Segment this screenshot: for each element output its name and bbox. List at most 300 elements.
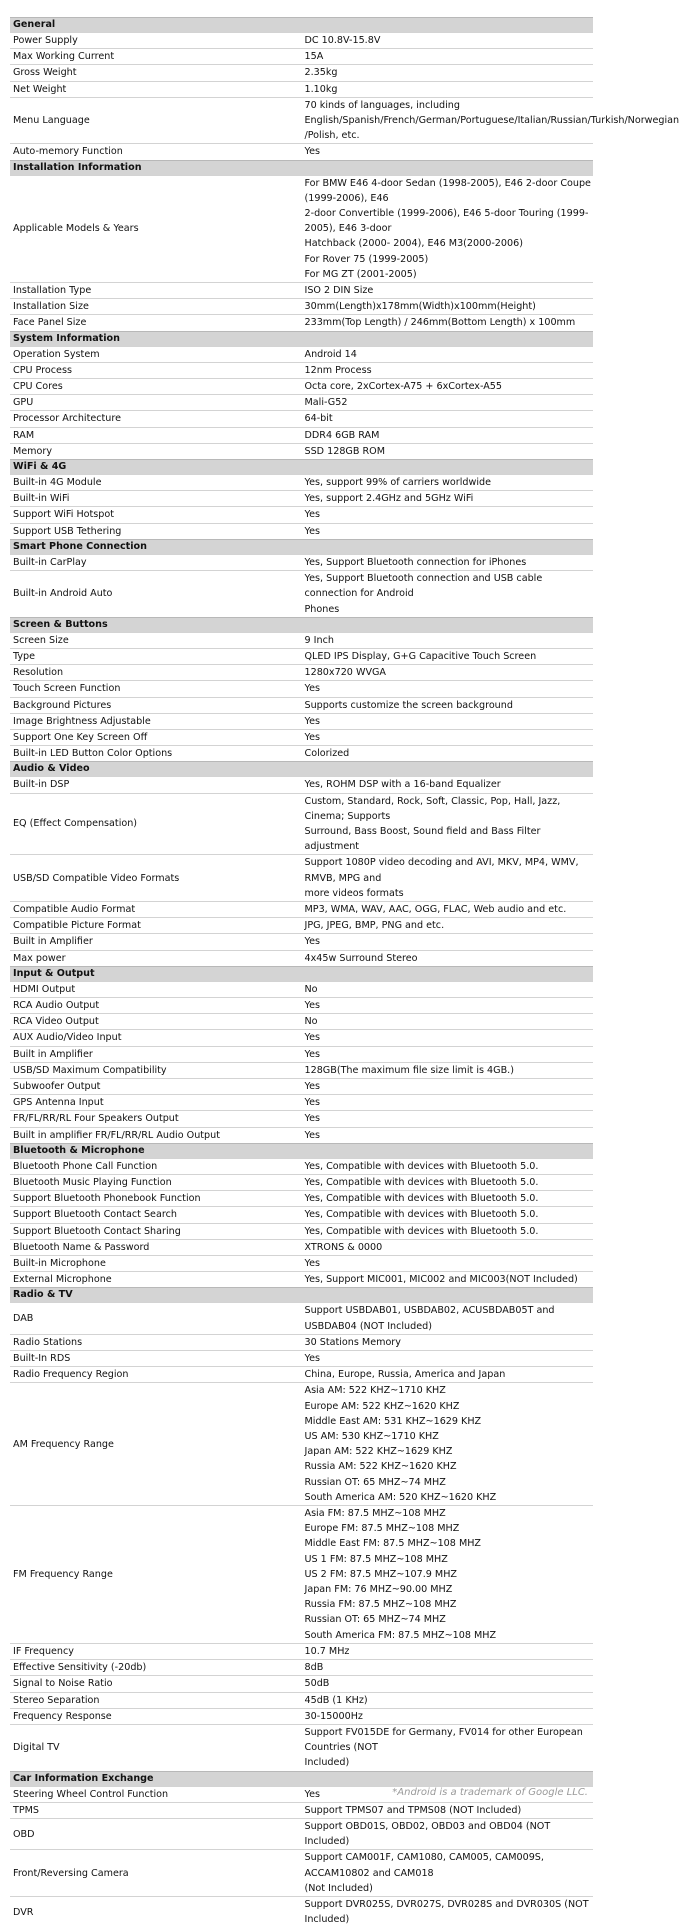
- spec-row: [10, 1676, 593, 1692]
- spec-row: [10, 395, 593, 411]
- spec-value: [302, 299, 594, 315]
- spec-value: [302, 1046, 594, 1062]
- spec-value-line: No: [305, 982, 594, 997]
- spec-row: [10, 1660, 593, 1676]
- spec-table: [10, 17, 593, 1927]
- spec-value: [302, 1239, 594, 1255]
- spec-label: Gross Weight: [10, 65, 302, 81]
- spec-value-line: Support FV015DE for Germany, FV014 for other European Countries (NOT: [305, 1725, 594, 1755]
- spec-value-line: Surround, Bass Boost, Sound field and Bass Filter adjustment: [305, 824, 594, 854]
- spec-value: [302, 1643, 594, 1659]
- spec-label: RCA Audio Output: [10, 997, 302, 1013]
- spec-value-line: Yes, Compatible with devices with Bluetooth 5.0.: [305, 1191, 594, 1206]
- spec-value-line: China, Europe, Russia, America and Japan: [305, 1367, 594, 1382]
- spec-value-line: 8dB: [305, 1660, 594, 1675]
- spec-row: [10, 144, 593, 160]
- spec-value: [302, 1014, 594, 1030]
- spec-value-line: (Not Included): [305, 1881, 594, 1896]
- spec-label: Max Working Current: [10, 49, 302, 65]
- spec-row: [10, 934, 593, 950]
- section-title: Input & Output: [10, 966, 593, 981]
- spec-value-line: Yes: [305, 1079, 594, 1094]
- spec-row: [10, 1334, 593, 1350]
- spec-row: [10, 713, 593, 729]
- spec-label: Background Pictures: [10, 697, 302, 713]
- spec-label: Built-in WiFi: [10, 491, 302, 507]
- section-title: Radio & TV: [10, 1288, 593, 1303]
- spec-value: [302, 379, 594, 395]
- spec-row: [10, 1818, 593, 1849]
- spec-row: [10, 1239, 593, 1255]
- section-header: [10, 1143, 593, 1158]
- spec-value-line: Yes: [305, 730, 594, 745]
- spec-value: [302, 1708, 594, 1724]
- spec-value-line: 9 Inch: [305, 633, 594, 648]
- spec-value-line: Middle East FM: 87.5 MHZ~108 MHZ: [305, 1536, 594, 1551]
- spec-value: [302, 1223, 594, 1239]
- spec-label: Image Brightness Adjustable: [10, 713, 302, 729]
- spec-row: [10, 299, 593, 315]
- spec-value-line: DC 10.8V-15.8V: [305, 33, 594, 48]
- spec-value: [302, 1095, 594, 1111]
- spec-value: [302, 632, 594, 648]
- spec-value-line: MP3, WMA, WAV, AAC, OGG, FLAC, Web audio and etc.: [305, 902, 594, 917]
- spec-value-line: 30 Stations Memory: [305, 1335, 594, 1350]
- spec-label: Support One Key Screen Off: [10, 729, 302, 745]
- spec-value-line: Yes, Support MIC001, MIC002 and MIC003(NOT Included): [305, 1272, 594, 1287]
- spec-value-line: 30mm(Length)x178mm(Width)x100mm(Height): [305, 299, 594, 314]
- spec-value-line: Yes, Compatible with devices with Bluetooth 5.0.: [305, 1159, 594, 1174]
- spec-row: [10, 571, 593, 618]
- spec-value: [302, 523, 594, 539]
- spec-label: Menu Language: [10, 97, 302, 144]
- section-title: Audio & Video: [10, 762, 593, 777]
- spec-row: [10, 523, 593, 539]
- spec-value: [302, 1078, 594, 1094]
- spec-value-line: 12nm Process: [305, 363, 594, 378]
- spec-row: [10, 362, 593, 378]
- spec-row: [10, 1850, 593, 1897]
- spec-value: [302, 411, 594, 427]
- spec-value-line: Europe AM: 522 KHZ~1620 KHZ: [305, 1399, 594, 1414]
- spec-row: [10, 1692, 593, 1708]
- spec-value: [302, 65, 594, 81]
- spec-value: [302, 934, 594, 950]
- spec-label: Front/Reversing Camera: [10, 1850, 302, 1897]
- spec-row: [10, 746, 593, 762]
- spec-value-line: XTRONS & 0000: [305, 1240, 594, 1255]
- spec-label: DVR: [10, 1896, 302, 1927]
- spec-label: OBD: [10, 1818, 302, 1849]
- spec-value: [302, 1367, 594, 1383]
- spec-value-line: 64-bit: [305, 411, 594, 426]
- spec-row: [10, 315, 593, 331]
- spec-row: [10, 648, 593, 664]
- spec-value: [302, 1692, 594, 1708]
- spec-value-line: Supports customize the screen background: [305, 698, 594, 713]
- spec-row: [10, 1207, 593, 1223]
- spec-value-line: /Polish, etc.: [305, 128, 594, 143]
- spec-row: [10, 379, 593, 395]
- spec-value-line: For MG ZT (2001-2005): [305, 267, 594, 282]
- spec-label: Bluetooth Music Playing Function: [10, 1175, 302, 1191]
- spec-row: [10, 1078, 593, 1094]
- spec-label: Face Panel Size: [10, 315, 302, 331]
- spec-value-line: US 2 FM: 87.5 MHZ~107.9 MHZ: [305, 1567, 594, 1582]
- spec-value: [302, 395, 594, 411]
- spec-value: [302, 901, 594, 917]
- spec-value-line: English/Spanish/French/German/Portuguese/Italian/Russian/Turkish/Norwegian: [305, 113, 594, 128]
- spec-value-line: Custom, Standard, Rock, Soft, Classic, Pop, Hall, Jazz, Cinema; Supports: [305, 794, 594, 824]
- spec-row: [10, 1506, 593, 1644]
- section-title: Screen & Buttons: [10, 617, 593, 632]
- spec-value: [302, 1207, 594, 1223]
- spec-label: Applicable Models & Years: [10, 175, 302, 282]
- section-title: WiFi & 4G: [10, 460, 593, 475]
- spec-row: [10, 1062, 593, 1078]
- spec-row: [10, 175, 593, 282]
- section-title: System Information: [10, 331, 593, 346]
- spec-row: [10, 65, 593, 81]
- spec-label: Power Supply: [10, 33, 302, 49]
- spec-value-line: Support CAM001F, CAM1080, CAM005, CAM009S, ACCAM10802 and CAM018: [305, 1850, 594, 1880]
- spec-table-body: [10, 18, 593, 1927]
- spec-value-line: South America AM: 520 KHZ~1620 KHZ: [305, 1490, 594, 1505]
- spec-label: FR/FL/RR/RL Four Speakers Output: [10, 1111, 302, 1127]
- spec-label: EQ (Effect Compensation): [10, 793, 302, 855]
- spec-value: [302, 315, 594, 331]
- spec-value-line: more videos formats: [305, 886, 594, 901]
- spec-label: Stereo Separation: [10, 1692, 302, 1708]
- spec-value: [302, 1030, 594, 1046]
- spec-label: Bluetooth Phone Call Function: [10, 1158, 302, 1174]
- spec-value-line: Support TPMS07 and TPMS08 (NOT Included): [305, 1803, 594, 1818]
- spec-value: [302, 1351, 594, 1367]
- spec-label: Max power: [10, 950, 302, 966]
- spec-row: [10, 1383, 593, 1506]
- section-header: [10, 1771, 593, 1786]
- spec-value-line: QLED IPS Display, G+G Capacitive Touch Screen: [305, 649, 594, 664]
- section-title: Installation Information: [10, 160, 593, 175]
- spec-value-line: Yes, support 2.4GHz and 5GHz WiFi: [305, 491, 594, 506]
- spec-row: [10, 681, 593, 697]
- spec-label: Steering Wheel Control Function: [10, 1786, 302, 1802]
- spec-label: CPU Cores: [10, 379, 302, 395]
- spec-value-line: Russian OT: 65 MHZ~74 MHZ: [305, 1612, 594, 1627]
- spec-value-line: Yes: [305, 1351, 594, 1366]
- spec-value-line: 233mm(Top Length) / 246mm(Bottom Length) x 100mm: [305, 315, 594, 330]
- spec-value: [302, 362, 594, 378]
- spec-value-line: 70 kinds of languages, including: [305, 98, 594, 113]
- spec-label: Compatible Audio Format: [10, 901, 302, 917]
- spec-value-line: US AM: 530 KHZ~1710 KHZ: [305, 1429, 594, 1444]
- spec-label: DAB: [10, 1303, 302, 1334]
- spec-value-line: Colorized: [305, 746, 594, 761]
- section-title: Bluetooth & Microphone: [10, 1143, 593, 1158]
- spec-value: [302, 697, 594, 713]
- spec-row: [10, 793, 593, 855]
- spec-value: [302, 1334, 594, 1350]
- spec-row: [10, 1127, 593, 1143]
- spec-value-line: Europe FM: 87.5 MHZ~108 MHZ: [305, 1521, 594, 1536]
- spec-value-line: Yes, support 99% of carriers worldwide: [305, 475, 594, 490]
- spec-value-line: For Rover 75 (1999-2005): [305, 252, 594, 267]
- spec-label: Compatible Picture Format: [10, 918, 302, 934]
- spec-value: [302, 1272, 594, 1288]
- spec-row: [10, 950, 593, 966]
- spec-label: Processor Architecture: [10, 411, 302, 427]
- spec-value: [302, 1896, 594, 1927]
- spec-label: Support Bluetooth Contact Sharing: [10, 1223, 302, 1239]
- spec-label: RCA Video Output: [10, 1014, 302, 1030]
- spec-value: [302, 1676, 594, 1692]
- spec-value: [302, 950, 594, 966]
- spec-value-line: Mali-G52: [305, 395, 594, 410]
- spec-value-line: Hatchback (2000- 2004), E46 M3(2000-2006): [305, 236, 594, 251]
- spec-label: External Microphone: [10, 1272, 302, 1288]
- spec-value: [302, 346, 594, 362]
- spec-value: [302, 81, 594, 97]
- section-header: [10, 1288, 593, 1303]
- spec-value: [302, 981, 594, 997]
- spec-row: [10, 855, 593, 902]
- spec-label: Built in Amplifier: [10, 934, 302, 950]
- spec-label: Built-in 4G Module: [10, 475, 302, 491]
- spec-label: Radio Stations: [10, 1334, 302, 1350]
- section-header: [10, 966, 593, 981]
- spec-value-line: Yes: [305, 1030, 594, 1045]
- spec-label: Built-in LED Button Color Options: [10, 746, 302, 762]
- spec-label: Touch Screen Function: [10, 681, 302, 697]
- spec-row: [10, 918, 593, 934]
- spec-value: [302, 1191, 594, 1207]
- spec-label: Bluetooth Name & Password: [10, 1239, 302, 1255]
- spec-value: [302, 1660, 594, 1676]
- spec-value-line: Yes: [305, 1256, 594, 1271]
- spec-row: [10, 554, 593, 570]
- spec-value-line: 1280x720 WVGA: [305, 665, 594, 680]
- section-title: Smart Phone Connection: [10, 539, 593, 554]
- spec-value-line: Included): [305, 1755, 594, 1770]
- spec-value: [302, 1256, 594, 1272]
- spec-row: [10, 1256, 593, 1272]
- spec-value-line: Yes, ROHM DSP with a 16-band Equalizer: [305, 777, 594, 792]
- spec-value-line: Asia FM: 87.5 MHZ~108 MHZ: [305, 1506, 594, 1521]
- spec-value-line: Japan FM: 76 MHZ~90.00 MHZ: [305, 1582, 594, 1597]
- spec-label: Net Weight: [10, 81, 302, 97]
- spec-row: [10, 49, 593, 65]
- spec-value-line: JPG, JPEG, BMP, PNG and etc.: [305, 918, 594, 933]
- spec-value: [302, 1111, 594, 1127]
- spec-value: [302, 283, 594, 299]
- spec-row: [10, 33, 593, 49]
- spec-value: [302, 793, 594, 855]
- spec-value: [302, 554, 594, 570]
- section-header: [10, 160, 593, 175]
- spec-value-line: Support 1080P video decoding and AVI, MKV, MP4, WMV, RMVB, MPG and: [305, 855, 594, 885]
- spec-label: TPMS: [10, 1802, 302, 1818]
- spec-value-line: DDR4 6GB RAM: [305, 428, 594, 443]
- section-header: [10, 539, 593, 554]
- spec-value-line: Yes, Support Bluetooth connection and USB cable connection for Android: [305, 571, 594, 601]
- spec-label: Support Bluetooth Contact Search: [10, 1207, 302, 1223]
- spec-value-line: Yes, Support Bluetooth connection for iPhones: [305, 555, 594, 570]
- spec-value-line: Yes: [305, 524, 594, 539]
- spec-label: AUX Audio/Video Input: [10, 1030, 302, 1046]
- section-header: [10, 617, 593, 632]
- spec-value-line: 45dB (1 KHz): [305, 1693, 594, 1708]
- spec-row: [10, 1367, 593, 1383]
- spec-label: GPS Antenna Input: [10, 1095, 302, 1111]
- spec-label: Built in amplifier FR/FL/RR/RL Audio Output: [10, 1127, 302, 1143]
- spec-label: Screen Size: [10, 632, 302, 648]
- spec-label: Installation Type: [10, 283, 302, 299]
- spec-value-line: Yes, Compatible with devices with Bluetooth 5.0.: [305, 1224, 594, 1239]
- spec-value: [302, 144, 594, 160]
- spec-value: [302, 665, 594, 681]
- spec-row: [10, 491, 593, 507]
- section-header: [10, 18, 593, 33]
- spec-label: CPU Process: [10, 362, 302, 378]
- spec-label: Memory: [10, 443, 302, 459]
- spec-row: [10, 1158, 593, 1174]
- spec-value: [302, 729, 594, 745]
- spec-value: [302, 475, 594, 491]
- spec-label: FM Frequency Range: [10, 1506, 302, 1644]
- spec-value: [302, 1127, 594, 1143]
- spec-value: [302, 571, 594, 618]
- spec-label: USB/SD Compatible Video Formats: [10, 855, 302, 902]
- spec-value-line: 2.35kg: [305, 65, 594, 80]
- spec-value: [302, 443, 594, 459]
- spec-value: [302, 507, 594, 523]
- spec-label: Operation System: [10, 346, 302, 362]
- spec-label: Frequency Response: [10, 1708, 302, 1724]
- spec-value: [302, 918, 594, 934]
- spec-label: Effective Sensitivity (-20db): [10, 1660, 302, 1676]
- section-header: [10, 460, 593, 475]
- spec-value-line: Yes: [305, 714, 594, 729]
- spec-value: [302, 1158, 594, 1174]
- spec-value: [302, 1175, 594, 1191]
- spec-value: [302, 855, 594, 902]
- spec-value-line: Russian OT: 65 MHZ~74 MHZ: [305, 1475, 594, 1490]
- spec-row: [10, 81, 593, 97]
- spec-row: [10, 1175, 593, 1191]
- spec-value-line: Yes: [305, 681, 594, 696]
- spec-row: [10, 1724, 593, 1771]
- spec-row: [10, 729, 593, 745]
- spec-label: Built-in CarPlay: [10, 554, 302, 570]
- spec-value: [302, 1383, 594, 1506]
- spec-label: Type: [10, 648, 302, 664]
- spec-value: [302, 1802, 594, 1818]
- spec-row: [10, 1095, 593, 1111]
- spec-value: [302, 648, 594, 664]
- spec-row: [10, 411, 593, 427]
- spec-label: AM Frequency Range: [10, 1383, 302, 1506]
- spec-value-line: Yes, Compatible with devices with Bluetooth 5.0.: [305, 1207, 594, 1222]
- spec-label: Auto-memory Function: [10, 144, 302, 160]
- spec-row: [10, 1046, 593, 1062]
- spec-value-line: Yes: [305, 507, 594, 522]
- spec-row: [10, 697, 593, 713]
- trademark-note: *Android is a trademark of Google LLC.: [392, 1787, 588, 1798]
- section-title: General: [10, 18, 593, 33]
- spec-value-line: Yes, Compatible with devices with Bluetooth 5.0.: [305, 1175, 594, 1190]
- spec-row: [10, 1303, 593, 1334]
- spec-row: [10, 1223, 593, 1239]
- spec-row: [10, 981, 593, 997]
- spec-row: [10, 346, 593, 362]
- spec-row: [10, 507, 593, 523]
- spec-value: [302, 49, 594, 65]
- spec-value-line: Yes: [305, 1787, 594, 1802]
- spec-value-line: For BMW E46 4-door Sedan (1998-2005), E46 2-door Coupe (1999-2006), E46: [305, 176, 594, 206]
- spec-value-line: 50dB: [305, 1676, 594, 1691]
- spec-value-line: Octa core, 2xCortex-A75 + 6xCortex-A55: [305, 379, 594, 394]
- spec-value: [302, 1062, 594, 1078]
- spec-value: [302, 681, 594, 697]
- spec-label: Subwoofer Output: [10, 1078, 302, 1094]
- spec-value-line: Support USBDAB01, USBDAB02, ACUSBDAB05T and USBDAB04 (NOT Included): [305, 1303, 594, 1333]
- spec-row: [10, 665, 593, 681]
- spec-value: [302, 777, 594, 793]
- spec-value: [302, 746, 594, 762]
- spec-value-line: Japan AM: 522 KHZ~1629 KHZ: [305, 1444, 594, 1459]
- spec-row: [10, 283, 593, 299]
- section-title: Car Information Exchange: [10, 1771, 593, 1786]
- spec-label: Built in Amplifier: [10, 1046, 302, 1062]
- spec-label: Digital TV: [10, 1724, 302, 1771]
- spec-value: [302, 1850, 594, 1897]
- spec-value-line: 4x45w Surround Stereo: [305, 951, 594, 966]
- spec-row: [10, 1896, 593, 1927]
- spec-label: Installation Size: [10, 299, 302, 315]
- spec-row: [10, 97, 593, 144]
- spec-value-line: Yes: [305, 1095, 594, 1110]
- spec-row: [10, 901, 593, 917]
- spec-value: [302, 97, 594, 144]
- section-header: [10, 331, 593, 346]
- spec-value-line: Phones: [305, 602, 594, 617]
- spec-value-line: 10.7 MHz: [305, 1644, 594, 1659]
- spec-value-line: 2-door Convertible (1999-2006), E46 5-door Touring (1999-2005), E46 3-door: [305, 206, 594, 236]
- spec-label: Support USB Tethering: [10, 523, 302, 539]
- spec-value-line: Yes: [305, 934, 594, 949]
- spec-value-line: Asia AM: 522 KHZ~1710 KHZ: [305, 1383, 594, 1398]
- spec-row: [10, 1030, 593, 1046]
- spec-value-line: ISO 2 DIN Size: [305, 283, 594, 298]
- spec-row: [10, 1708, 593, 1724]
- spec-value-line: Support DVR025S, DVR027S, DVR028S and DVR030S (NOT Included): [305, 1897, 594, 1927]
- spec-row: [10, 1191, 593, 1207]
- spec-value-line: Android 14: [305, 347, 594, 362]
- spec-row: [10, 1802, 593, 1818]
- spec-value-line: Yes: [305, 998, 594, 1013]
- section-header: [10, 762, 593, 777]
- spec-value: [302, 491, 594, 507]
- spec-row: [10, 1643, 593, 1659]
- spec-row: [10, 1014, 593, 1030]
- spec-value-line: SSD 128GB ROM: [305, 444, 594, 459]
- spec-label: USB/SD Maximum Compatibility: [10, 1062, 302, 1078]
- spec-label: Support Bluetooth Phonebook Function: [10, 1191, 302, 1207]
- spec-label: Built-In RDS: [10, 1351, 302, 1367]
- spec-row: [10, 1111, 593, 1127]
- spec-value-line: South America FM: 87.5 MHZ~108 MHZ: [305, 1628, 594, 1643]
- spec-row: [10, 1351, 593, 1367]
